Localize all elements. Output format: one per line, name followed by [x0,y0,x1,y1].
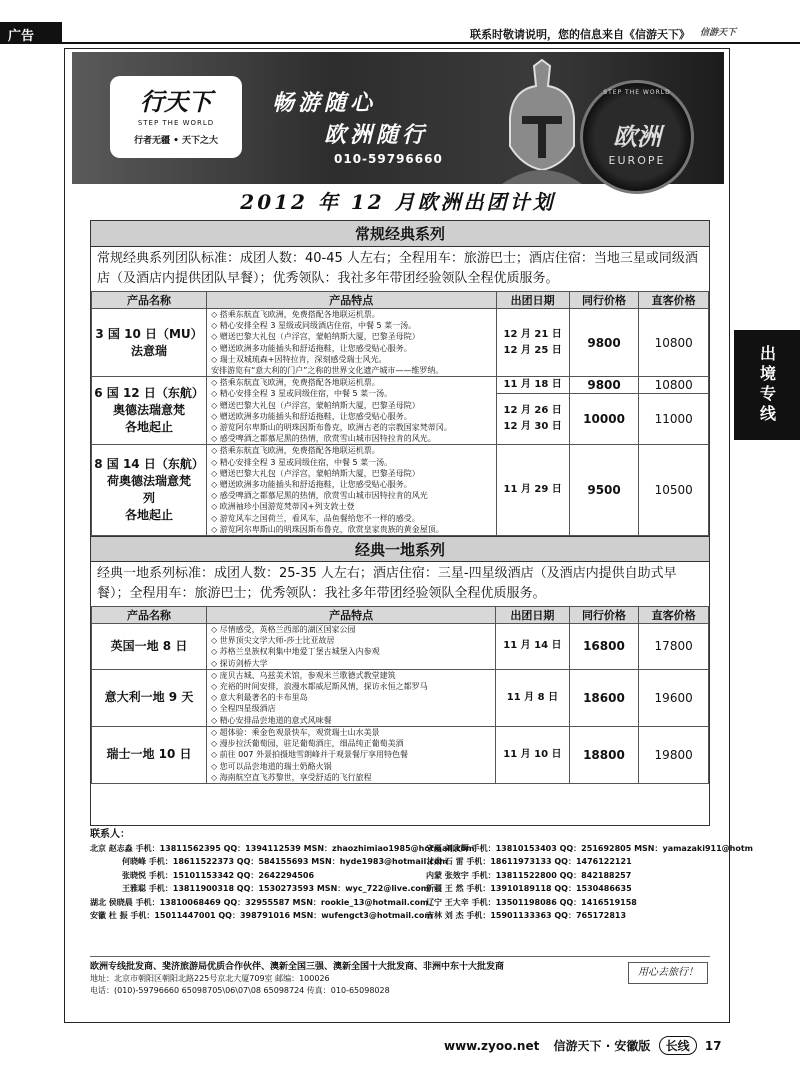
product-name [92,377,207,445]
company-logo [110,76,242,158]
single-series-title: 经典一地系列 [91,536,709,562]
product-name: 意大利一地 9 天 [92,669,207,726]
page-number: 17 [704,1039,722,1053]
feature-item: ◇ 意大利最著名的卡布里岛 [211,692,491,703]
peer-price: 18600 [569,669,639,726]
product-features [207,309,496,377]
table-row [92,669,709,726]
banner-phone: 010-59796660 [334,152,443,166]
feature-item: ◇ 欧洲袖珍小国游览梵蒂冈+列支敦士登 [211,501,491,512]
contact-entry: 新疆 王 然 手机：13910189118 QQ：1530486635 [426,884,632,893]
single-series-desc: 经典一地系列标准：成团人数：25-35 人左右；酒店住宿：三星-四星级酒店（及酒店内提供自助式早餐）；全程用车：旅游巴士；优秀领队：我社多年带团经验领队全程优质服务。 [97,566,677,602]
departure-date: 11 月 8 日 [496,669,569,726]
feature-item: ◇ 赠送巴黎大礼包（卢浮宫，蒙帕纳斯大厦，巴黎圣母院） [211,331,491,342]
departure-dates [496,445,569,536]
warrior-helmet-icon [492,56,592,184]
contact-row [90,896,730,910]
table-row [92,445,709,536]
table-row [92,377,709,394]
section-side-tab: 出境专线 [734,330,800,440]
company-address: 地址：北京市朝阳区朝阳北路225号京北大厦709室 邮编：100026 [90,974,330,983]
product-name-line: 法意瑞 [131,343,168,358]
plan-title: 2012 年 12 月欧洲出团计划 [240,190,556,214]
contacts-heading: 联系人： [90,829,130,840]
seal-english: EUROPE [608,154,666,167]
single-tour-table [91,606,709,784]
contact-entry: 张晓悦 手机：15101153342 QQ：2642294506 [122,870,315,880]
company-phone: 电话：(010)-59796660 65098705\06\07\08 65098724 传真：010-65098028 [90,986,390,995]
header-date: 出团日期 [496,607,569,624]
header-direct-price: 直客价格 [639,607,709,624]
feature-item: ◇ 庞贝古城、乌兹美术馆，参观米兰歌德式教堂建筑 [211,670,491,681]
contact-entry: 北京 赵志淼 手机：13811562395 QQ：1394112539 MSN：zhaozhimiao1985@hotmail.com [90,843,475,853]
magazine-name: 信游天下 · 安徽版 [553,1039,651,1053]
product-name-line: 3 国 10 日（MU） [95,326,203,341]
contact-row [90,882,730,896]
departure-date: 12 月 21 日 [503,328,562,340]
banner-slogan-1: 畅游随心 [272,90,377,116]
ad-label: 广告 [0,22,62,44]
departure-date: 11 月 29 日 [503,484,562,496]
peer-price: 9500 [569,445,639,536]
departure-date: 11 月 14 日 [496,624,569,670]
departure-date: 12 月 25 日 [503,344,562,356]
product-name [92,309,207,377]
header-peer-price: 同行价格 [569,292,639,309]
product-name-line: 荷奥德法瑞意梵 [107,474,192,489]
table-header [92,292,709,309]
feature-item: ◇ 精心安排全程 3 星级或同级酒店住宿，中餐 5 菜一汤。 [211,320,491,331]
departure-date: 11 月 10 日 [496,726,569,783]
product-name-line: 列 [143,491,156,506]
classic-series-title: 常规经典系列 [91,221,709,247]
feature-item: ◇ 赠送欧洲多功能插头和舒适拖鞋，让您感受贴心服务。 [211,343,491,354]
contact-row [90,909,730,923]
feature-item: ◇ 赠送欧洲多功能插头和舒适拖鞋，让您感受贴心服务。 [211,411,491,422]
contact-entry: 宁夏 刘欣辉 手机：13810153403 QQ：251692805 MSN：yamazaki911@hotm [426,843,754,853]
contact-list [90,828,754,923]
departure-date: 11 月 18 日 [503,379,562,391]
peer-price: 18800 [569,726,639,783]
seal-ring-text: STEP THE WORLD [603,89,671,96]
direct-price: 10500 [639,445,709,536]
contact-row [90,842,754,856]
top-rule [62,42,800,44]
direct-price: 10800 [639,309,709,377]
product-features [207,377,496,445]
product-features [207,445,496,536]
agent-credentials: 欧洲专线批发商、斐济旅游局优质合作伙伴、澳新全国三强、澳新全国十大批发商、非洲中东十大批发商 [90,962,505,972]
feature-item: ◇ 游览阿尔卑斯山的明珠因斯布鲁克，欧洲古老的宗教国家梵蒂冈。 [211,422,491,433]
product-features [206,669,495,726]
contact-entry: 王雅聪 手机：13811900318 QQ：1530273593 MSN：wyc_722@live.com [122,884,430,893]
feature-item: ◇ 超体验：乘金色观景快车，观赏瑞士山水美景 [211,727,491,738]
product-name-line: 8 国 14 日（东航） [94,457,204,472]
company-footer [90,956,710,997]
peer-price: 10000 [569,394,639,445]
departure-dates [496,394,569,445]
feature-item: ◇ 精心安排全程 3 星或同级住宿，中餐 5 菜一汤。 [211,388,491,399]
product-name-line: 各地起止 [125,508,174,523]
product-name-line: 6 国 12 日（东航） [94,386,204,401]
direct-price: 19600 [639,669,709,726]
departure-dates [496,309,569,377]
direct-price: 10800 [639,377,709,394]
product-name: 瑞士一地 10 日 [92,726,207,783]
peer-price: 16800 [569,624,639,670]
feature-item: ◇ 世界顶尖文学大师-莎士比亚故居 [211,635,491,646]
tour-content [90,220,710,826]
feature-note: 安排游览有“意大利的门户”之称的世界文化遗产城市——维罗纳。 [211,366,444,376]
product-name-line: 各地起止 [125,420,174,435]
contact-entry: 内蒙 张效宇 手机：13811522800 QQ：842188257 [426,870,632,880]
contact-entry: 吉林 刘 杰 手机：15901133363 QQ：765172813 [426,911,627,920]
route-badge: 长线 [659,1036,697,1055]
direct-price: 17800 [639,624,709,670]
feature-item: ◇ 充裕的时间安排，浪漫水都威尼斯风情，探访永恒之都罗马 [211,681,491,692]
direct-price: 19800 [639,726,709,783]
seal-chinese: 欧洲 [613,122,661,151]
contact-entry: 湖北 侯晓晨 手机：13810068469 QQ：32955587 MSN：rookie_13@hotmail.com [90,897,429,907]
feature-item: ◇ 感受啤酒之都慕尼黑的热情，欣赏雪山城市因特拉肯的风光。 [211,433,491,444]
feature-item: ◇ 游览阿尔卑斯山的明珠因斯布鲁克，欣赏皇家贵族的黄金屋顶。 [211,524,491,535]
contact-row [90,855,730,869]
departure-date: 12 月 26 日 [503,405,562,417]
contact-entry: 辽宁 王大辛 手机：13501198086 QQ：1416519158 [426,897,637,907]
product-features [206,726,495,783]
header-date: 出团日期 [496,292,569,309]
contact-entry: 何晓峰 手机：18611522373 QQ：584155693 MSN：hyde1983@hotmail.com [122,857,448,866]
feature-item: ◇ 精心安排品尝地道的意式风味餐 [211,715,491,726]
classic-tour-table [91,291,709,536]
contact-row [90,869,730,883]
feature-item: ◇ 赠送巴黎大礼包（卢浮宫，蒙帕纳斯大厦，巴黎圣母院） [211,468,491,479]
peer-price: 9800 [569,377,639,394]
direct-price: 11000 [639,394,709,445]
product-name [92,445,207,536]
europe-seal [580,80,694,194]
feature-item: ◇ 搭乘东航直飞欧洲，免费搭配各地联运机票。 [211,445,491,456]
header-peer-price: 同行价格 [569,607,639,624]
feature-item: ◇ 苏格兰皇族权利集中地爱丁堡古城堡入内参观 [211,646,491,657]
logo-english: STEP THE WORLD [137,119,215,127]
slogan-stamp: 用心去旅行！ [628,962,708,984]
feature-item: ◇ 赠送巴黎大礼包（卢浮宫，蒙帕纳斯大厦，巴黎圣母院） [211,400,491,411]
feature-item: ◇ 感受啤酒之都慕尼黑的热情，欣赏雪山城市因特拉肯的风光 [211,490,491,501]
header-direct-price: 直客价格 [639,292,709,309]
product-name: 英国一地 8 日 [92,624,207,670]
feature-item: ◇ 游览风车之国荷兰，看风车，品鱼餐给您不一样的感受。 [211,513,491,524]
classic-series-desc: 常规经典系列团队标准：成团人数：40-45 人左右；全程用车：旅游巴士；酒店住宿：当地三星或同级酒店（及酒店内提供团队早餐）；优秀领队：我社多年带团经验领队全程优质服务。 [97,251,698,286]
contact-entry: 甘肃 石 雷 手机：18611973133 QQ：1476122121 [426,857,632,866]
table-row [92,309,709,377]
departure-date: 12 月 30 日 [503,421,562,433]
source-notice: 联系时敬请说明，您的信息来自《信游天下》 [470,28,690,41]
header-features: 产品特点 [206,607,495,624]
feature-item: ◇ 漫步拉沃葡萄园，驻足葡萄酒庄，细品纯正葡萄美酒 [211,738,491,749]
banner-slogan-2: 欧洲随行 [324,122,429,148]
feature-item: ◇ 瑞士双城琉森+因特拉肯，深刻感受瑞士风光。 [211,354,491,365]
peer-price: 9800 [569,309,639,377]
feature-item: ◇ 精心安排全程 3 星或同级住宿，中餐 5 菜一汤。 [211,457,491,468]
logo-slogan: 行者无疆 • 天下之大 [133,136,219,146]
contact-entry: 安徽 杜 振 手机：15011447001 QQ：398791016 MSN：wufengct3@hotmail.com [90,911,433,920]
product-features [206,624,495,670]
header-features: 产品特点 [207,292,496,309]
feature-item: ◇ 探访剑桥大学 [211,658,491,669]
publisher-logo: 信游天下 [699,28,736,38]
website-url: www.zyoo.net [444,1039,540,1053]
departure-dates [496,377,569,394]
banner [72,52,724,184]
header-name: 产品名称 [92,292,207,309]
table-row [92,726,709,783]
feature-item: ◇ 搭乘东航直飞欧洲，免费搭配各地联运机票。 [211,309,491,320]
feature-item: ◇ 您可以品尝地道的瑞士奶酪火锅 [211,761,491,772]
header-name: 产品名称 [92,607,207,624]
page-footer [444,1036,744,1055]
feature-item: ◇ 前往 007 外景拍摄地雪朗峰并于观景餐厅享用特色餐 [211,749,491,760]
feature-item: ◇ 全程四星级酒店 [211,703,491,714]
logo-mark: 行天下 [140,87,212,116]
table-header [92,607,709,624]
product-name-line: 奥德法瑞意梵 [113,403,186,418]
feature-item: ◇ 赠送欧洲多功能插头和舒适拖鞋，让您感受贴心服务。 [211,479,491,490]
table-row [92,624,709,670]
feature-item: ◇ 尽情感受，英格兰西部的湖区国家公园 [211,624,491,635]
feature-item: ◇ 海南航空直飞苏黎世，享受舒适的飞行旅程 [211,772,491,783]
feature-item: ◇ 搭乘东航直飞欧洲，免费搭配各地联运机票。 [211,377,491,388]
